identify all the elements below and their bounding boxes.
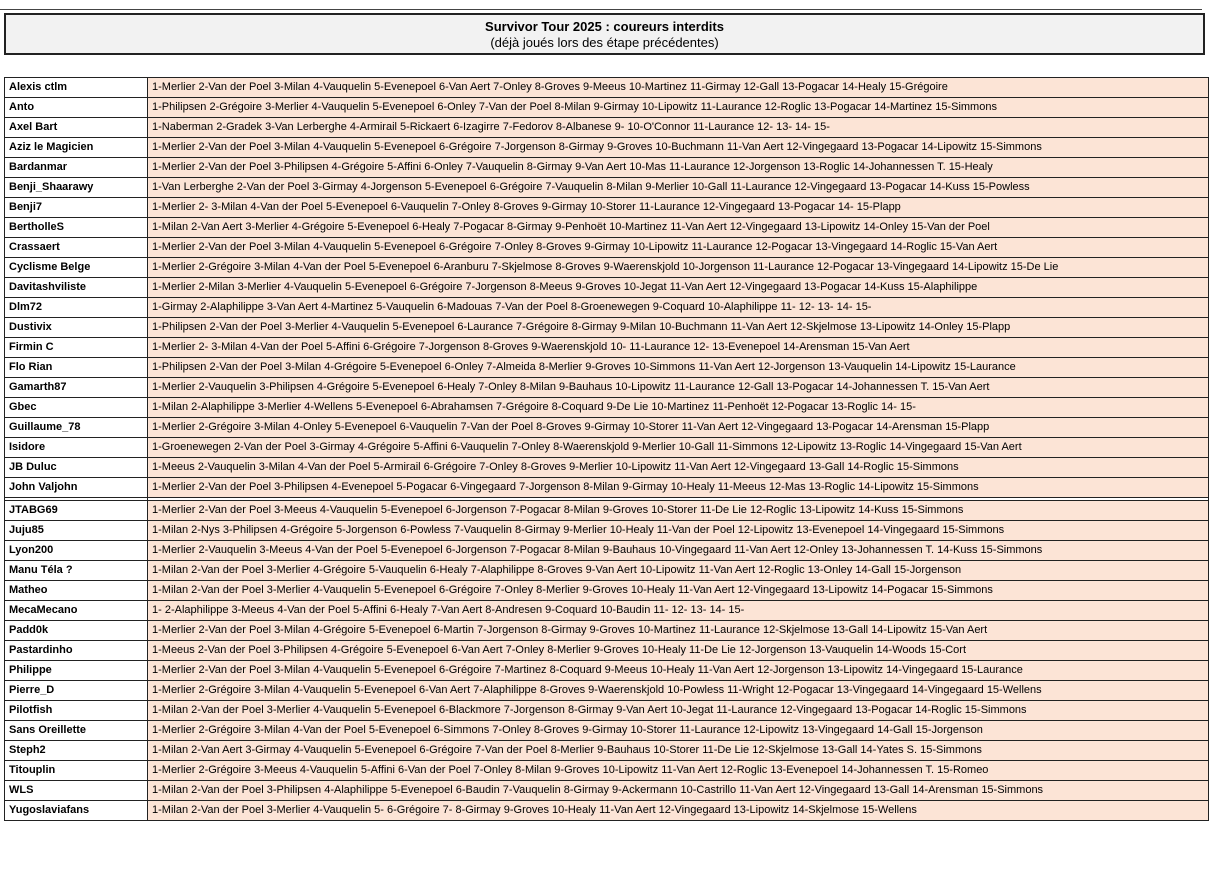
banned-riders-cell[interactable]: 1-Milan 2-Van der Poel 3-Merlier 4-Vauquelin 5- 6-Grégoire 7- 8-Girmay 9-Groves 10-Healy 11-Van Aert 12-Vingegaard 13-Lipowitz 14-Skjelmose 15-Wellens [148,801,1209,821]
table-row [5,138,1209,158]
player-name-cell[interactable]: Padd0k [5,621,148,641]
banned-riders-cell[interactable]: 1-Milan 2-Van der Poel 3-Merlier 4-Vauquelin 5-Evenepoel 6-Grégoire 7-Onley 8-Merlier 9-Groves 10-Healy 11-Van Aert 12-Vingegaard 13-Lipowitz 14-Pogacar 15-Simmons [148,581,1209,601]
table-row [5,238,1209,258]
player-name-cell[interactable]: Steph2 [5,741,148,761]
players-table-wrap [4,77,1209,821]
table-row [5,158,1209,178]
sheet-header [4,13,1205,55]
table-row [5,358,1209,378]
player-name-cell[interactable]: JTABG69 [5,501,148,521]
banned-riders-cell[interactable]: 1-Merlier 2-Van der Poel 3-Milan 4-Vauquelin 5-Evenepoel 6-Grégoire 7-Martinez 8-Coquard 9-Meeus 10-Healy 11-Van Aert 12-Jorgenson 13-Lipowitz 14-Vingegaard 15-Laurance [148,661,1209,681]
banned-riders-cell[interactable]: 1-Philipsen 2-Grégoire 3-Merlier 4-Vauquelin 5-Evenepoel 6-Onley 7-Van der Poel 8-Milan 9-Girmay 10-Lipowitz 11-Laurance 12-Roglic 13-Pogacar 14-Martinez 15-Simmons [148,98,1209,118]
player-name-cell[interactable]: Crassaert [5,238,148,258]
banned-riders-cell[interactable]: 1-Milan 2-Van Aert 3-Girmay 4-Vauquelin 5-Evenepoel 6-Grégoire 7-Van der Poel 8-Merlier 9-Bauhaus 10-Storer 11-De Lie 12-Skjelmose 13-Gall 14-Yates S. 15-Simmons [148,741,1209,761]
top-border-line [0,9,1202,10]
banned-riders-cell[interactable]: 1-Merlier 2-Van der Poel 3-Milan 4-Vauquelin 5-Evenepoel 6-Van Aert 7-Onley 8-Groves 9-Meeus 10-Martinez 11-Girmay 12-Gall 13-Pogacar 14-Healy 15-Grégoire [148,78,1209,98]
banned-riders-cell[interactable]: 1-Merlier 2-Van der Poel 3-Meeus 4-Vauquelin 5-Evenepoel 6-Jorgenson 7-Pogacar 8-Milan 9-Groves 10-Storer 11-De Lie 12-Roglic 13-Lipowitz 14-Kuss 15-Simmons [148,501,1209,521]
table-row [5,741,1209,761]
table-row [5,438,1209,458]
table-row [5,458,1209,478]
table-row [5,601,1209,621]
players-table-body [5,78,1209,821]
banned-riders-cell[interactable]: 1-Philipsen 2-Van der Poel 3-Milan 4-Grégoire 5-Evenepoel 6-Onley 7-Almeida 8-Merlier 9-Groves 10-Simmons 11-Van Aert 12-Jorgenson 13-Vauquelin 14-Lipowitz 15-Laurance [148,358,1209,378]
banned-riders-cell[interactable]: 1-Milan 2-Van Aert 3-Merlier 4-Grégoire 5-Evenepoel 6-Healy 7-Pogacar 8-Girmay 9-Penhoët 10-Martinez 11-Van Aert 12-Vingegaard 13-Lipowitz 14-Onley 15-Van der Poel [148,218,1209,238]
banned-riders-cell[interactable]: 1-Merlier 2-Grégoire 3-Milan 4-Vauquelin 5-Evenepoel 6-Van Aert 7-Alaphilippe 8-Groves 9-Waerenskjold 10-Powless 11-Wright 12-Pogacar 13-Vingegaard 14-Vingegaard 15-Wellens [148,681,1209,701]
player-name-cell[interactable]: Aziz le Magicien [5,138,148,158]
table-row [5,118,1209,138]
table-row [5,801,1209,821]
table-row [5,761,1209,781]
banned-riders-cell[interactable]: 1-Meeus 2-Vauquelin 3-Milan 4-Van der Poel 5-Armirail 6-Grégoire 7-Onley 8-Groves 9-Merlier 10-Lipowitz 11-Van Aert 12-Vingegaard 13-Gall 14-Roglic 15-Simmons [148,458,1209,478]
player-name-cell[interactable]: Firmin C [5,338,148,358]
player-name-cell[interactable]: Benji7 [5,198,148,218]
banned-riders-cell[interactable]: 1-Merlier 2-Vauquelin 3-Philipsen 4-Grégoire 5-Evenepoel 6-Healy 7-Onley 8-Milan 9-Bauhaus 10-Lipowitz 11-Laurance 12-Gall 13-Pogacar 14-Johannessen T. 15-Van Aert [148,378,1209,398]
player-name-cell[interactable]: Manu Téla ? [5,561,148,581]
table-row [5,681,1209,701]
table-row [5,661,1209,681]
sheet-subtitle: (déjà joués lors des étape précédentes) [490,35,719,50]
table-row [5,218,1209,238]
player-name-cell[interactable]: Anto [5,98,148,118]
player-name-cell[interactable]: Dustivix [5,318,148,338]
player-name-cell[interactable]: WLS [5,781,148,801]
banned-riders-cell[interactable]: 1-Milan 2-Van der Poel 3-Philipsen 4-Alaphilippe 5-Evenepoel 6-Baudin 7-Vauquelin 8-Girmay 9-Ackermann 10-Castrillo 11-Van Aert 12-Vingegaard 13-Gall 14-Arensman 15-Simmons [148,781,1209,801]
table-row [5,581,1209,601]
table-row [5,781,1209,801]
table-row [5,501,1209,521]
banned-riders-cell[interactable]: 1-Philipsen 2-Van der Poel 3-Merlier 4-Vauquelin 5-Evenepoel 6-Laurance 7-Grégoire 8-Girmay 9-Milan 10-Buchmann 11-Van Aert 12-Skjelmose 13-Lipowitz 14-Onley 15-Plapp [148,318,1209,338]
player-name-cell[interactable]: MecaMecano [5,601,148,621]
table-row [5,338,1209,358]
banned-riders-cell[interactable]: 1-Merlier 2-Van der Poel 3-Philipsen 4-Grégoire 5-Affini 6-Onley 7-Vauquelin 8-Girmay 9-Van Aert 10-Mas 11-Laurance 12-Jorgenson 13-Roglic 14-Johannessen T. 15-Healy [148,158,1209,178]
banned-riders-cell[interactable]: 1-Merlier 2-Grégoire 3-Milan 4-Van der Poel 5-Evenepoel 6-Aranburu 7-Skjelmose 8-Groves 9-Waerenskjold 10-Jorgenson 11-Laurance 12-Pogacar 13-Vingegaard 14-Lipowitz 15-De Lie [148,258,1209,278]
player-name-cell[interactable]: Alexis ctlm [5,78,148,98]
table-row [5,478,1209,498]
banned-riders-cell[interactable]: 1-Merlier 2-Grégoire 3-Milan 4-Van der Poel 5-Evenepoel 6-Simmons 7-Onley 8-Groves 9-Girmay 10-Storer 11-Laurance 12-Lipowitz 13-Vingegaard 14-Gall 15-Jorgenson [148,721,1209,741]
table-row [5,378,1209,398]
banned-riders-cell[interactable]: 1-Merlier 2- 3-Milan 4-Van der Poel 5-Evenepoel 6-Vauquelin 7-Onley 8-Groves 9-Girmay 10-Storer 11-Laurance 12-Vingegaard 13-Pogacar 14- 15-Plapp [148,198,1209,218]
banned-riders-cell[interactable]: 1-Girmay 2-Alaphilippe 3-Van Aert 4-Martinez 5-Vauquelin 6-Madouas 7-Van der Poel 8-Groenewegen 9-Coquard 10-Alaphilippe 11- 12- 13- 14- 15- [148,298,1209,318]
player-name-cell[interactable]: Benji_Shaarawy [5,178,148,198]
banned-riders-cell[interactable]: 1- 2-Alaphilippe 3-Meeus 4-Van der Poel 5-Affini 6-Healy 7-Van Aert 8-Andresen 9-Coquard 10-Baudin 11- 12- 13- 14- 15- [148,601,1209,621]
players-table [4,77,1209,821]
player-name-cell[interactable]: Pierre_D [5,681,148,701]
banned-riders-cell[interactable]: 1-Merlier 2-Van der Poel 3-Milan 4-Vauquelin 5-Evenepoel 6-Grégoire 7-Onley 8-Groves 9-Girmay 10-Lipowitz 11-Laurance 12-Pogacar 13-Vingegaard 14-Roglic 15-Van Aert [148,238,1209,258]
table-row [5,398,1209,418]
banned-riders-cell[interactable]: 1-Van Lerberghe 2-Van der Poel 3-Girmay 4-Jorgenson 5-Evenepoel 6-Grégoire 7-Vauquelin 8-Milan 9-Merlier 10-Gall 11-Laurance 12-Vingegaard 13-Pogacar 14-Kuss 15-Powless [148,178,1209,198]
table-row [5,198,1209,218]
banned-riders-cell[interactable]: 1-Milan 2-Nys 3-Philipsen 4-Grégoire 5-Jorgenson 6-Powless 7-Vauquelin 8-Girmay 9-Merlier 10-Healy 11-Van der Poel 12-Lipowitz 13-Evenepoel 14-Vingegaard 15-Simmons [148,521,1209,541]
table-row [5,258,1209,278]
player-name-cell[interactable]: Guillaume_78 [5,418,148,438]
banned-riders-cell[interactable]: 1-Naberman 2-Gradek 3-Van Lerberghe 4-Armirail 5-Rickaert 6-Izagirre 7-Fedorov 8-Albanese 9- 10-O'Connor 11-Laurance 12- 13- 14- 15- [148,118,1209,138]
banned-riders-cell[interactable]: 1-Merlier 2-Van der Poel 3-Milan 4-Vauquelin 5-Evenepoel 6-Grégoire 7-Jorgenson 8-Girmay 9-Groves 10-Buchmann 11-Van Aert 12-Vingegaard 13-Pogacar 14-Lipowitz 15-Simmons [148,138,1209,158]
player-name-cell[interactable]: Dlm72 [5,298,148,318]
player-name-cell[interactable]: Philippe [5,661,148,681]
table-row [5,701,1209,721]
table-row [5,78,1209,98]
banned-riders-cell[interactable]: 1-Merlier 2-Van der Poel 3-Milan 4-Grégoire 5-Evenepoel 6-Martin 7-Jorgenson 8-Girmay 9-Groves 10-Martinez 11-Laurance 12-Skjelmose 13-Gall 14-Lipowitz 15-Van Aert [148,621,1209,641]
table-row [5,641,1209,661]
banned-riders-cell[interactable]: 1-Merlier 2- 3-Milan 4-Van der Poel 5-Affini 6-Grégoire 7-Jorgenson 8-Groves 9-Waerenskjold 10- 11-Laurance 12- 13-Evenepoel 14-Arensman 15-Van Aert [148,338,1209,358]
table-row [5,298,1209,318]
player-name-cell[interactable]: Lyon200 [5,541,148,561]
player-name-cell[interactable]: Pastardinho [5,641,148,661]
banned-riders-cell[interactable]: 1-Merlier 2-Grégoire 3-Milan 4-Onley 5-Evenepoel 6-Vauquelin 7-Van der Poel 8-Groves 9-Girmay 10-Storer 11-Van Aert 12-Vingegaard 13-Pogacar 14-Arensman 15-Plapp [148,418,1209,438]
player-name-cell[interactable]: Axel Bart [5,118,148,138]
player-name-cell[interactable]: Pilotfish [5,701,148,721]
table-row [5,178,1209,198]
player-name-cell[interactable]: Flo Rian [5,358,148,378]
player-name-cell[interactable]: Bardanmar [5,158,148,178]
banned-riders-cell[interactable]: 1-Merlier 2-Milan 3-Merlier 4-Vauquelin 5-Evenepoel 6-Grégoire 7-Jorgenson 8-Meeus 9-Groves 10-Jegat 11-Van Aert 12-Vingegaard 13-Pogacar 14-Kuss 15-Alaphilippe [148,278,1209,298]
table-row [5,418,1209,438]
player-name-cell[interactable]: Davitashviliste [5,278,148,298]
banned-riders-cell[interactable]: 1-Milan 2-Alaphilippe 3-Merlier 4-Wellens 5-Evenepoel 6-Abrahamsen 7-Grégoire 8-Coquard 9-De Lie 10-Martinez 11-Penhoët 12-Pogacar 13-Roglic 14- 15- [148,398,1209,418]
banned-riders-cell[interactable]: 1-Merlier 2-Van der Poel 3-Philipsen 4-Evenepoel 5-Pogacar 6-Vingegaard 7-Jorgenson 8-Milan 9-Girmay 10-Healy 11-Meeus 12-Mas 13-Roglic 14-Lipowitz 15-Simmons [148,478,1209,498]
player-name-cell[interactable]: Gamarth87 [5,378,148,398]
table-row [5,541,1209,561]
table-row [5,621,1209,641]
table-row [5,98,1209,118]
banned-riders-cell[interactable]: 1-Milan 2-Van der Poel 3-Merlier 4-Grégoire 5-Vauquelin 6-Healy 7-Alaphilippe 8-Groves 9-Van Aert 10-Lipowitz 11-Van Aert 12-Roglic 13-Onley 14-Gall 15-Jorgenson [148,561,1209,581]
player-name-cell[interactable]: Yugoslaviafans [5,801,148,821]
sheet-title: Survivor Tour 2025 : coureurs interdits [485,19,724,34]
player-name-cell[interactable]: JB Duluc [5,458,148,478]
player-name-cell[interactable]: Sans Oreillette [5,721,148,741]
table-row [5,318,1209,338]
table-row [5,561,1209,581]
player-name-cell[interactable]: Isidore [5,438,148,458]
player-name-cell[interactable]: John Valjohn [5,478,148,498]
banned-riders-cell[interactable]: 1-Merlier 2-Vauquelin 3-Meeus 4-Van der Poel 5-Evenepoel 6-Jorgenson 7-Pogacar 8-Milan 9-Bauhaus 10-Vingegaard 11-Van Aert 12-Onley 13-Johannessen T. 14-Kuss 15-Simmons [148,541,1209,561]
table-row [5,521,1209,541]
table-row [5,278,1209,298]
player-name-cell[interactable]: Titouplin [5,761,148,781]
banned-riders-cell[interactable]: 1-Merlier 2-Grégoire 3-Meeus 4-Vauquelin 5-Affini 6-Van der Poel 7-Onley 8-Milan 9-Groves 10-Lipowitz 11-Van Aert 12-Roglic 13-Evenepoel 14-Johannessen T. 15-Romeo [148,761,1209,781]
banned-riders-cell[interactable]: 1-Meeus 2-Van der Poel 3-Philipsen 4-Grégoire 5-Evenepoel 6-Van Aert 7-Onley 8-Merlier 9-Groves 10-Healy 11-De Lie 12-Jorgenson 13-Vauquelin 14-Woods 15-Cort [148,641,1209,661]
player-name-cell[interactable]: Cyclisme Belge [5,258,148,278]
table-row [5,721,1209,741]
banned-riders-cell[interactable]: 1-Milan 2-Van der Poel 3-Merlier 4-Vauquelin 5-Evenepoel 6-Blackmore 7-Jorgenson 8-Girmay 9-Van Aert 10-Jegat 11-Laurance 12-Vingegaard 13-Pogacar 14-Roglic 15-Simmons [148,701,1209,721]
player-name-cell[interactable]: BertholleS [5,218,148,238]
player-name-cell[interactable]: Gbec [5,398,148,418]
player-name-cell[interactable]: Matheo [5,581,148,601]
player-name-cell[interactable]: Juju85 [5,521,148,541]
banned-riders-cell[interactable]: 1-Groenewegen 2-Van der Poel 3-Girmay 4-Grégoire 5-Affini 6-Vauquelin 7-Onley 8-Waerenskjold 9-Merlier 10-Gall 11-Simmons 12-Lipowitz 13-Roglic 14-Vingegaard 15-Van Aert [148,438,1209,458]
